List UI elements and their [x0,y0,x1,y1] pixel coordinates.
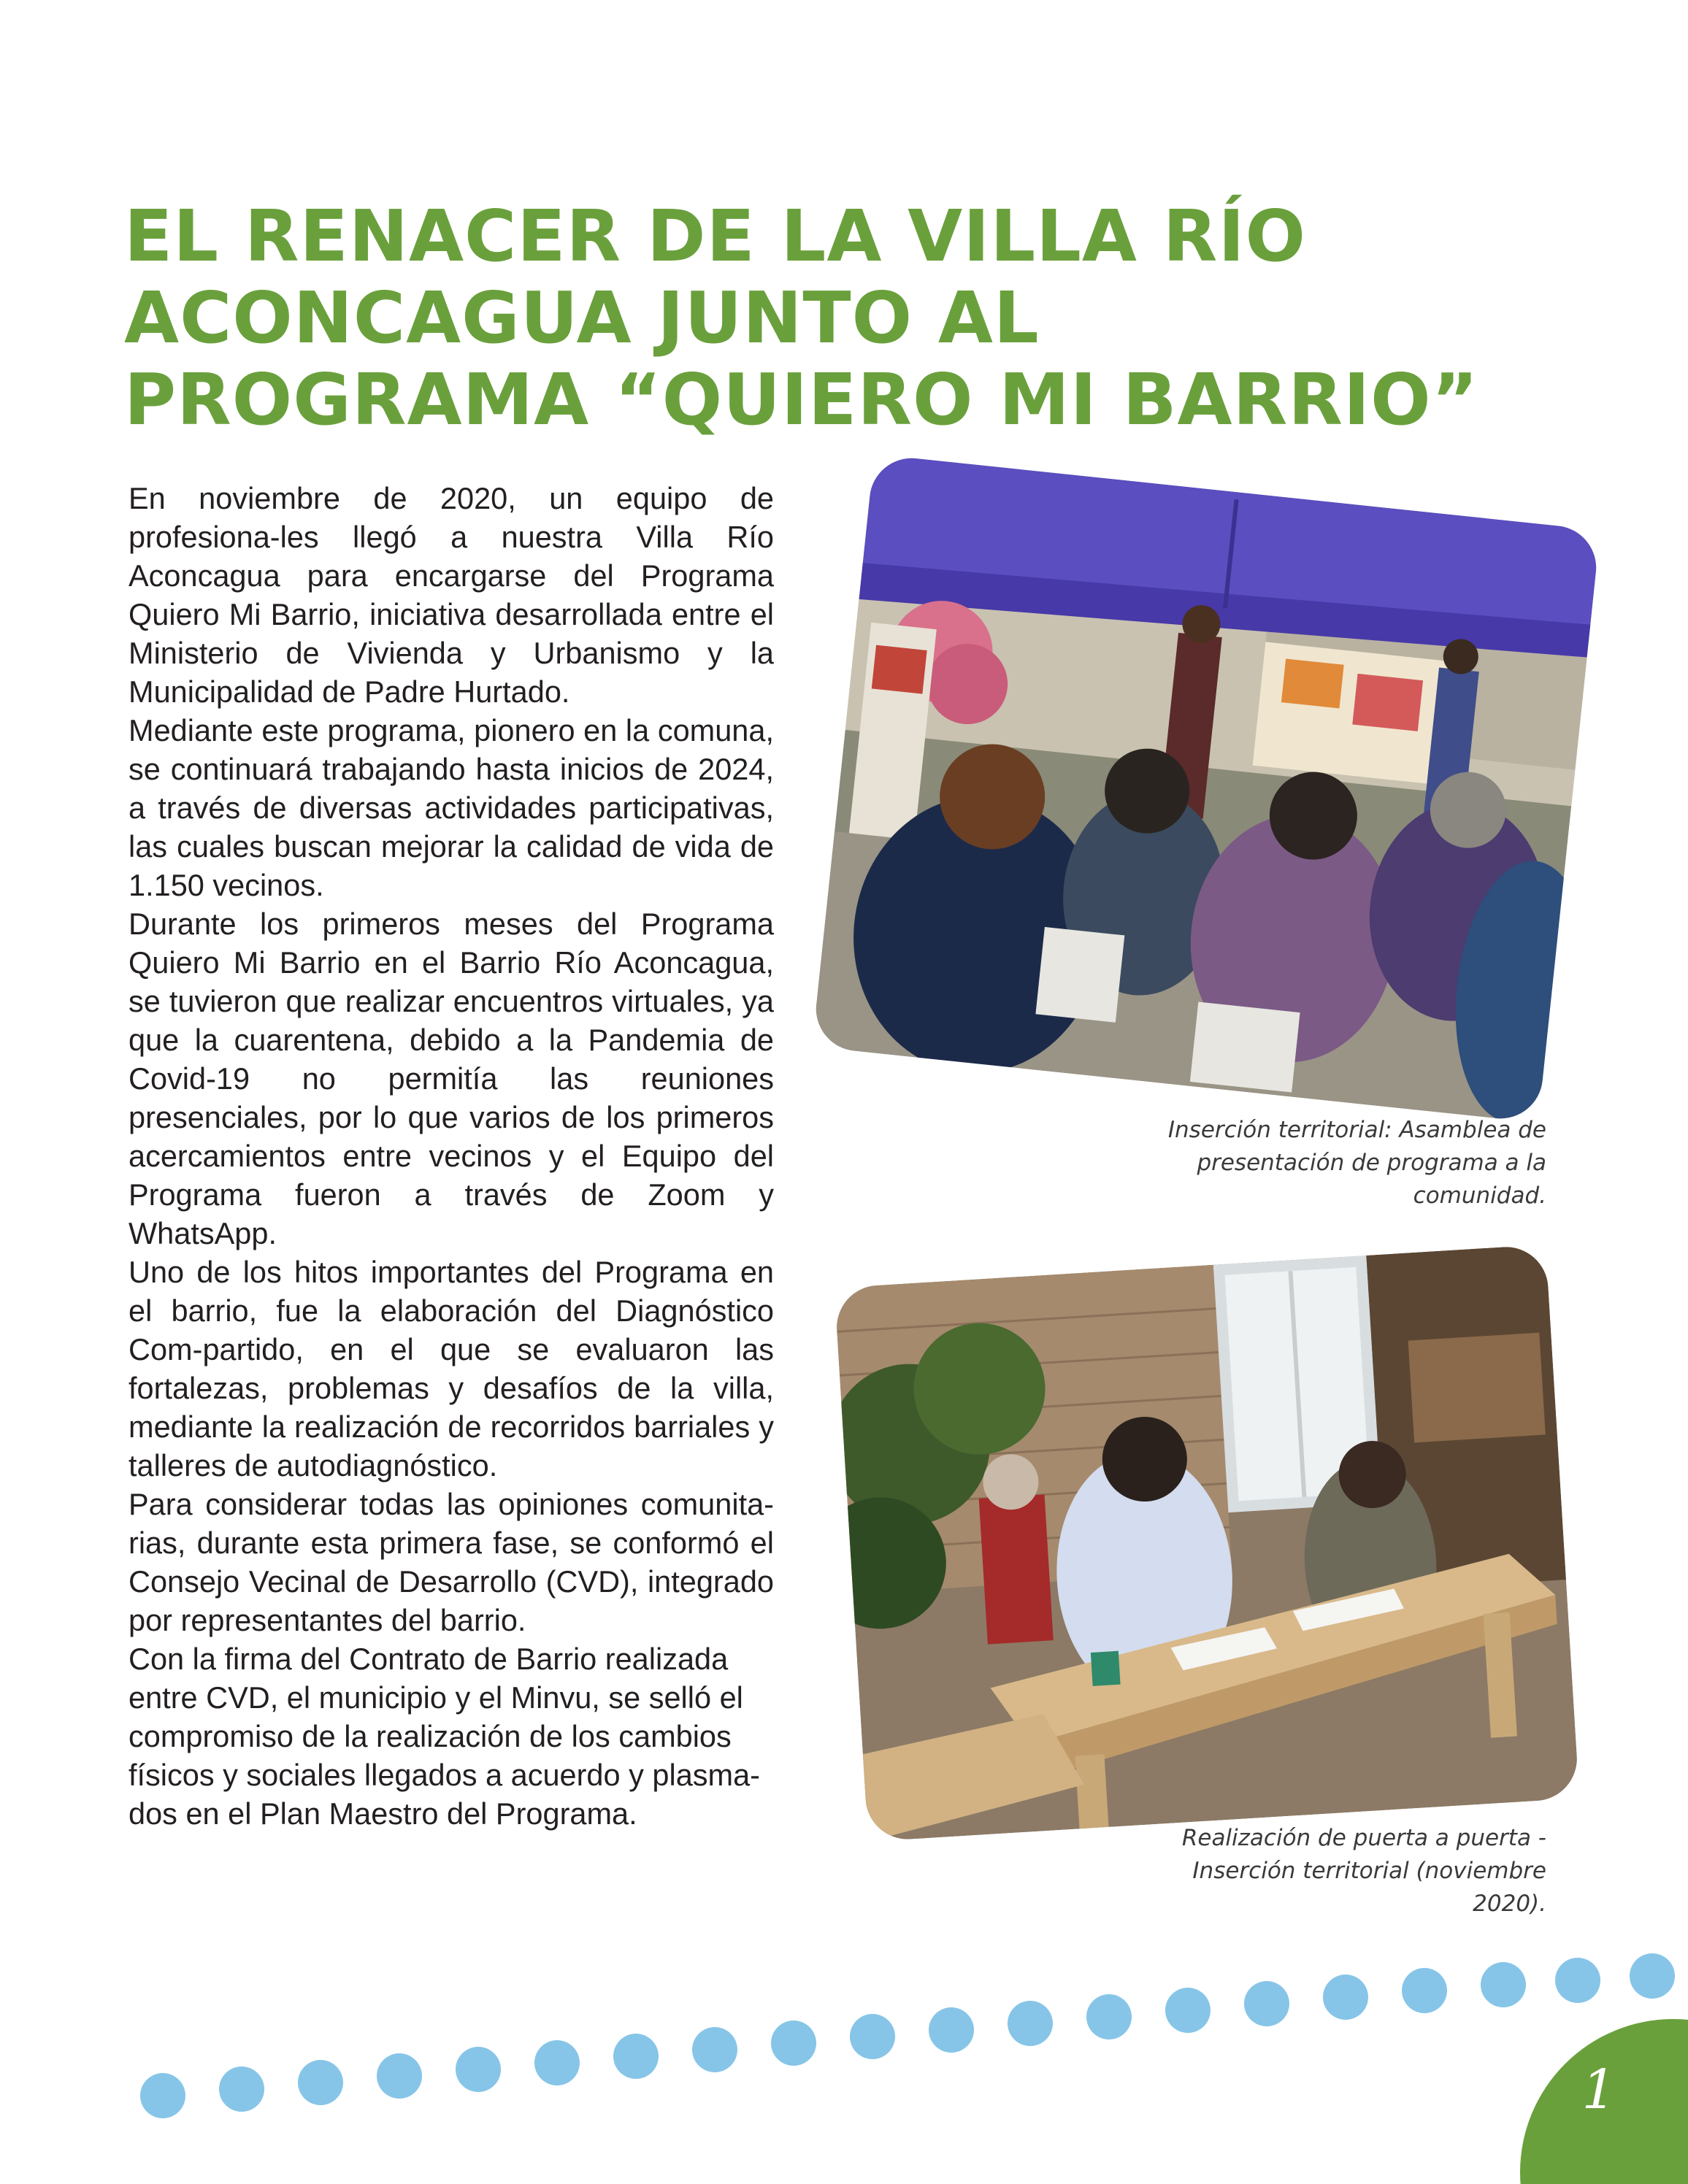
dot [1555,1958,1600,2003]
dot [929,2007,974,2053]
paragraph-4: Uno de los hitos importantes del Programa en el barrio, fue la elaboración del Diagnóstico Com-partido, en el que se evaluaron las fortalezas, problemas y desafíos de la villa, mediante la realización de recorridos barriales y talleres de autodiagnóstico. [128,1255,774,1483]
paragraph-5: Para considerar todas las opiniones comunita-rias, durante esta primera fase, se conformó el Consejo Vecinal de Desarrollo (CVD), integrado por representantes del barrio. [128,1487,774,1637]
dot [1323,1975,1368,2020]
caption2-line-1: Realización de puerta a puerta - [1181,1825,1546,1851]
dot [1165,1988,1211,2033]
paragraph-3: Durante los primeros meses del Programa Quiero Mi Barrio en el Barrio Río Aconcagua, se tuvieron que realizar encuentros virtuales, ya que la cuarentena, debido a la Pandemia de Covid-19 no permitía las reuniones presenciales, por lo que varios de los primeros acercamientos entre vecinos y el Equipo del Programa fueron a través de Zoom y WhatsApp. [128,907,774,1250]
caption1-line-2: presentación de programa a la [1197,1150,1546,1176]
dot [140,2073,185,2118]
article-title [124,196,1584,441]
dot [377,2053,422,2099]
dot [1402,1968,1447,2013]
dot [850,2014,895,2059]
dot [1481,1962,1526,2007]
photo2-caption [1094,1822,1546,1920]
paragraph-2: Mediante este programa, pionero en la comuna, se continuará trabajando hasta inicios de 2024, a través de diversas actividades participativas, las cuales buscan mejorar la calidad de vida de 1.150 vecinos. [128,713,774,902]
door-to-door-photo [835,1245,1580,1842]
dot [1244,1981,1289,2026]
dot [219,2066,264,2112]
caption2-line-2: Inserción territorial (noviembre [1192,1858,1546,1884]
title-line-1: EL RENACER DE LA VILLA RÍO [124,195,1307,277]
article-body [128,479,774,1833]
caption2-line-3: 2020). [1473,1891,1546,1917]
dot [1008,2001,1053,2046]
paragraph-6: Con la firma del Contrato de Barrio realizada entre CVD, el municipio y el Minvu, se selló el compromiso de la realización de los cambios físicos y sociales llegados a acuerdo y plasma-dos en el Plan Maestro del Programa. [128,1642,760,1831]
title-line-2: ACONCAGUA JUNTO AL [124,277,1040,359]
decorative-dots [0,1956,1688,2131]
dot [613,2034,659,2079]
dot [771,2020,816,2066]
caption1-line-1: Inserción territorial: Asamblea de [1167,1117,1546,1143]
title-line-3: PROGRAMA “QUIERO MI BARRIO” [124,358,1479,441]
caption1-line-3: comunidad. [1413,1183,1546,1209]
assembly-photo [812,454,1600,1123]
dot [298,2060,343,2105]
dot [456,2047,501,2092]
paragraph-1: En noviembre de 2020, un equipo de profesiona-les llegó a nuestra Villa Río Aconcagua para encargarse del Programa Quiero Mi Barrio, iniciativa desarrollada entre el Ministerio de Vivienda y Urbanismo y la Municipalidad de Padre Hurtado. [128,481,774,709]
dot [1086,1994,1132,2039]
page-number: 1 [1581,2058,1616,2121]
dot [534,2040,580,2085]
photo1-caption [1094,1114,1546,1212]
dot [1630,1953,1675,1999]
dot [692,2027,737,2072]
